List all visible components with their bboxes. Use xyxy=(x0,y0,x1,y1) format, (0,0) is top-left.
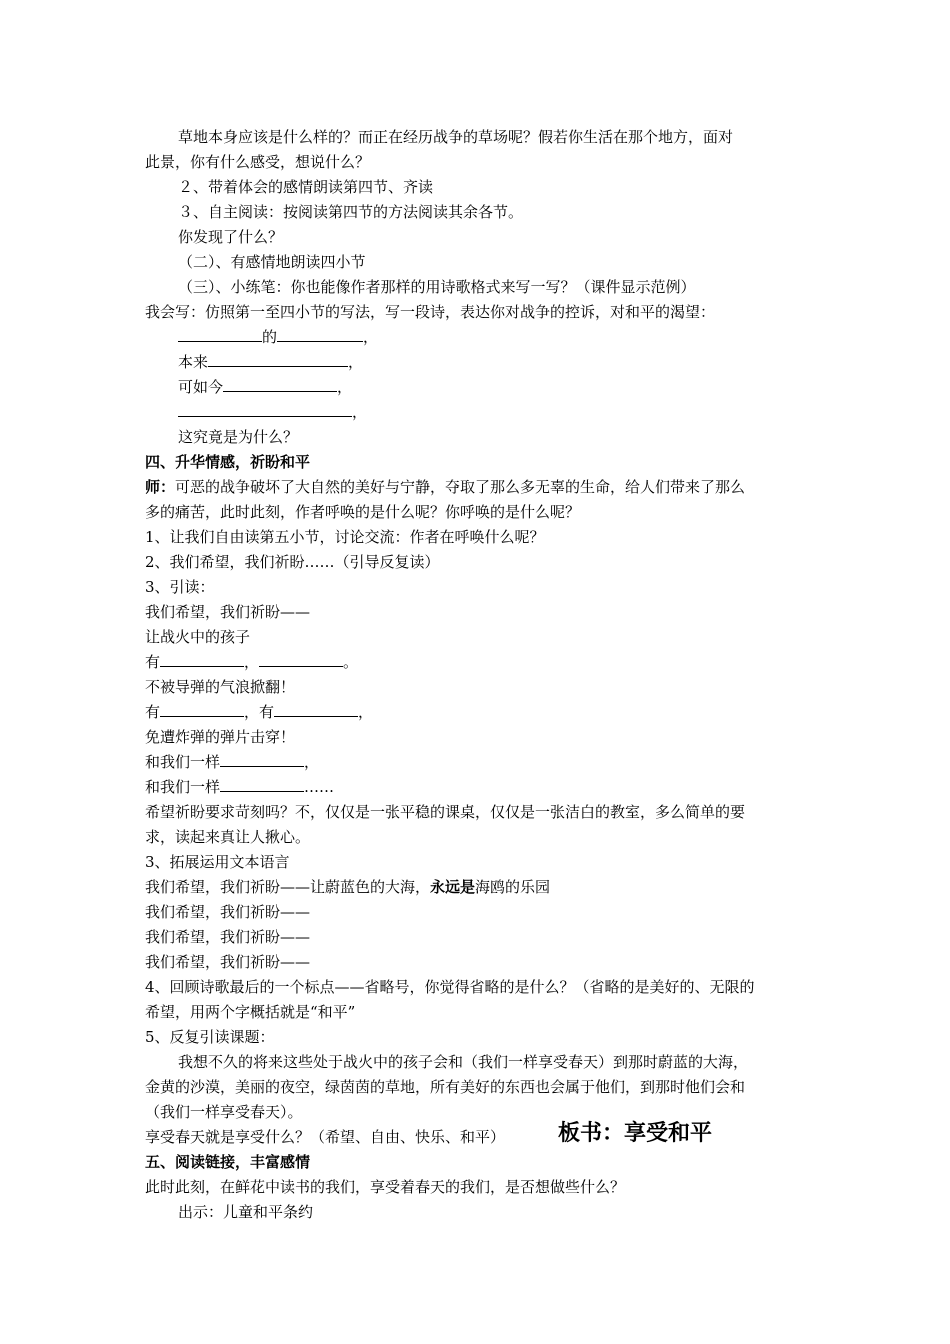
paragraph-line: 出示：儿童和平条约 xyxy=(178,1203,314,1221)
board-note: 板书：享受和平 xyxy=(558,1121,713,1146)
paragraph-line: （我们一样享受春天）。 xyxy=(145,1103,303,1121)
paragraph-line: 我们希望，我们祈盼—— xyxy=(145,903,311,921)
paragraph-line: （三）、小练笔：你也能像作者那样的用诗歌格式来写一写？（课件显示范例） xyxy=(178,278,696,296)
fill-blank-line: 和我们一样 ， xyxy=(145,753,320,771)
paragraph-line: 金黄的沙漠，美丽的夜空，绿茵茵的草地，所有美好的东西也会属于他们，到那时他们会和 xyxy=(145,1078,746,1096)
paragraph-line: （二）、有感情地朗读四小节 xyxy=(178,253,366,271)
blank-field[interactable] xyxy=(208,352,348,367)
blank-field[interactable] xyxy=(277,327,363,342)
paragraph-line: 我们希望，我们祈盼—— xyxy=(145,603,311,621)
blank-field[interactable] xyxy=(178,402,352,417)
fill-blank-line: 有 ， 。 xyxy=(145,653,359,671)
paragraph-line: 不被导弹的气浪掀翻！ xyxy=(145,678,296,696)
paragraph-line: 多的痛苦，此时此刻，作者呼唤的是什么呢？你呼唤的是什么呢？ xyxy=(145,503,581,521)
section-heading: 五、阅读链接，丰富感情 xyxy=(145,1153,311,1171)
blank-field[interactable] xyxy=(223,377,337,392)
paragraph-line: 3、拓展运用文本语言 xyxy=(145,853,290,871)
paragraph-line: 1、让我们自由读第五小节，讨论交流：作者在呼唤什么呢？ xyxy=(145,528,545,546)
paragraph-line: 希望，用两个字概括就是“和平” xyxy=(145,1003,356,1021)
paragraph-line: 5、反复引读课题： xyxy=(145,1028,275,1046)
paragraph-line: 求，读起来真让人揪心。 xyxy=(145,828,311,846)
paragraph-line: 我们希望，我们祈盼——让蔚蓝色的大海，永远是海鸥的乐园 xyxy=(145,878,551,896)
paragraph-line: 3、引读： xyxy=(145,578,215,596)
paragraph-line: ２、带着体会的感情朗读第四节、齐读 xyxy=(178,178,434,196)
paragraph-line: 这究竟是为什么？ xyxy=(178,428,299,446)
paragraph-line: 我想不久的将来这些处于战火中的孩子会和（我们一样享受春天）到那时蔚蓝的大海， xyxy=(178,1053,749,1071)
blank-field[interactable] xyxy=(160,702,244,717)
blank-field[interactable] xyxy=(178,327,262,342)
section-heading: 四、升华情感，祈盼和平 xyxy=(145,453,311,471)
blank-field[interactable] xyxy=(259,652,343,667)
fill-blank-line: 可如今 ， xyxy=(178,378,353,396)
paragraph-line: 让战火中的孩子 xyxy=(145,628,251,646)
paragraph-line: 希望祈盼要求苛刻吗？不，仅仅是一张平稳的课桌，仅仅是一张洁白的教室，多么简单的要 xyxy=(145,803,746,821)
fill-blank-line: 和我们一样 …… xyxy=(145,778,335,796)
paragraph-line: 免遭炸弹的弹片击穿！ xyxy=(145,728,296,746)
fill-blank-line: 本来 ， xyxy=(178,353,364,371)
paragraph-line: 我们希望，我们祈盼—— xyxy=(145,953,311,971)
teacher-line: 师：可恶的战争破坏了大自然的美好与宁静，夺取了那么多无辜的生命，给人们带来了那么 xyxy=(145,478,746,496)
blank-field[interactable] xyxy=(160,652,244,667)
blank-field[interactable] xyxy=(274,702,358,717)
paragraph-line: 我会写：仿照第一至四小节的写法，写一段诗，表达你对战争的控诉，对和平的渴望： xyxy=(145,303,716,321)
paragraph-line: 享受春天就是享受什么？（希望、自由、快乐、和平） xyxy=(145,1128,506,1146)
paragraph-line: 你发现了什么？ xyxy=(178,228,284,246)
fill-blank-line: ， xyxy=(178,402,367,422)
paragraph-line: 草地本身应该是什么样的？而正在经历战争的草场呢？假若你生活在那个地方，面对 xyxy=(178,128,734,146)
fill-blank-line: 有 ，有 ， xyxy=(145,703,374,721)
paragraph-line: 我们希望，我们祈盼—— xyxy=(145,928,311,946)
paragraph-line: 此景，你有什么感受，想说什么？ xyxy=(145,153,371,171)
paragraph-line: 2、我们希望，我们祈盼……（引导反复读） xyxy=(145,553,440,571)
fill-blank-line: 的 ， xyxy=(178,327,378,347)
paragraph-line: ３、自主阅读：按阅读第四节的方法阅读其余各节。 xyxy=(178,203,524,221)
blank-field[interactable] xyxy=(220,777,304,792)
paragraph-line: 4、回顾诗歌最后的一个标点——省略号，你觉得省略的是什么？（省略的是美好的、无限的 xyxy=(145,978,755,996)
paragraph-line: 此时此刻，在鲜花中读书的我们，享受着春天的我们，是否想做些什么？ xyxy=(145,1178,626,1196)
blank-field[interactable] xyxy=(220,752,304,767)
